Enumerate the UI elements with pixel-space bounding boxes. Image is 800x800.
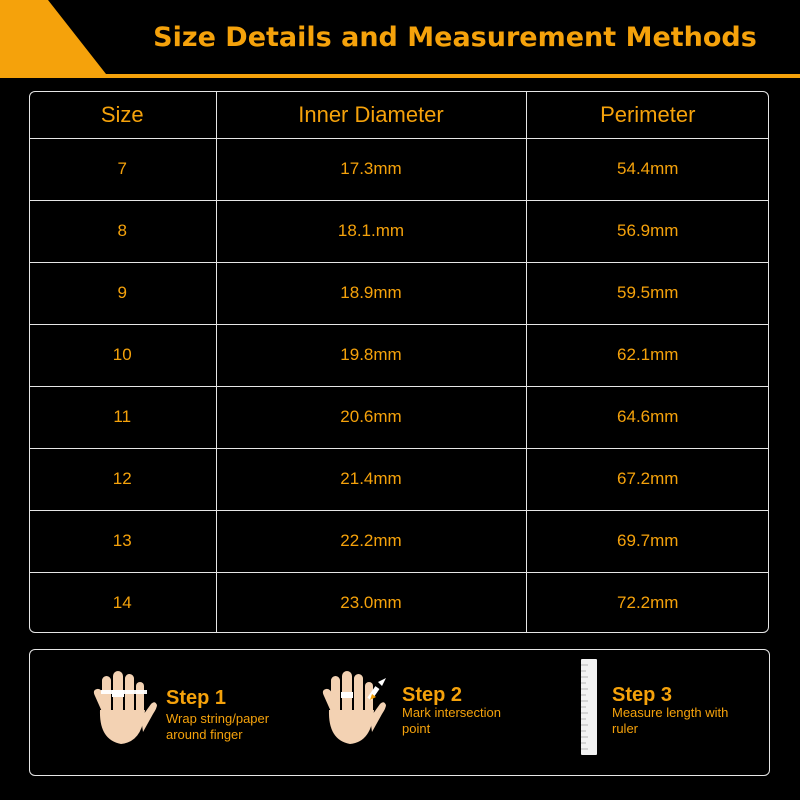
step-2-desc-line2: point (402, 721, 431, 736)
table-row (29, 200, 769, 262)
step-3-title: Step 3 (612, 684, 673, 706)
table-header-row (29, 91, 769, 139)
cell-perimeter: 67.2mm (526, 448, 769, 510)
hand-pen-mark-icon (320, 668, 392, 748)
size-table (29, 91, 769, 633)
step-1-desc-line2: around finger (166, 727, 243, 742)
table-row (29, 324, 769, 386)
cell-inner-diameter: 17.3mm (216, 139, 526, 201)
cell-perimeter: 64.6mm (526, 386, 769, 448)
header-size: Size (29, 91, 216, 139)
ruler-icon (580, 659, 598, 755)
table-row (29, 572, 769, 633)
cell-inner-diameter: 18.1.mm (216, 200, 526, 262)
page-title: Size Details and Measurement Methods (153, 22, 757, 53)
cell-size: 8 (29, 200, 216, 262)
cell-size: 14 (29, 572, 216, 633)
step-1-title: Step 1 (166, 687, 227, 709)
table-row (29, 448, 769, 510)
cell-inner-diameter: 22.2mm (216, 510, 526, 572)
step-2-desc-line1: Mark intersection (402, 705, 501, 720)
header-perimeter: Perimeter (526, 91, 769, 139)
step-1-desc-line1: Wrap string/paper (166, 711, 270, 726)
cell-inner-diameter: 20.6mm (216, 386, 526, 448)
hand-wrapped-finger-icon (85, 668, 157, 748)
cell-inner-diameter: 21.4mm (216, 448, 526, 510)
cell-perimeter: 69.7mm (526, 510, 769, 572)
table-row (29, 139, 769, 201)
table-row (29, 262, 769, 324)
cell-size: 10 (29, 324, 216, 386)
cell-inner-diameter: 18.9mm (216, 262, 526, 324)
cell-perimeter: 56.9mm (526, 200, 769, 262)
cell-perimeter: 59.5mm (526, 262, 769, 324)
cell-perimeter: 62.1mm (526, 324, 769, 386)
step-3-desc-line1: Measure length with (612, 705, 729, 720)
cell-inner-diameter: 19.8mm (216, 324, 526, 386)
cell-perimeter: 72.2mm (526, 572, 769, 633)
cell-size: 7 (29, 139, 216, 201)
table-row (29, 386, 769, 448)
step-2-title: Step 2 (402, 684, 463, 706)
cell-size: 9 (29, 262, 216, 324)
cell-inner-diameter: 23.0mm (216, 572, 526, 633)
cell-perimeter: 54.4mm (526, 139, 769, 201)
cell-size: 11 (29, 386, 216, 448)
header-inner-diameter: Inner Diameter (216, 91, 526, 139)
step-3-desc-line2: ruler (612, 721, 639, 736)
table-row (29, 510, 769, 572)
cell-size: 12 (29, 448, 216, 510)
cell-size: 13 (29, 510, 216, 572)
